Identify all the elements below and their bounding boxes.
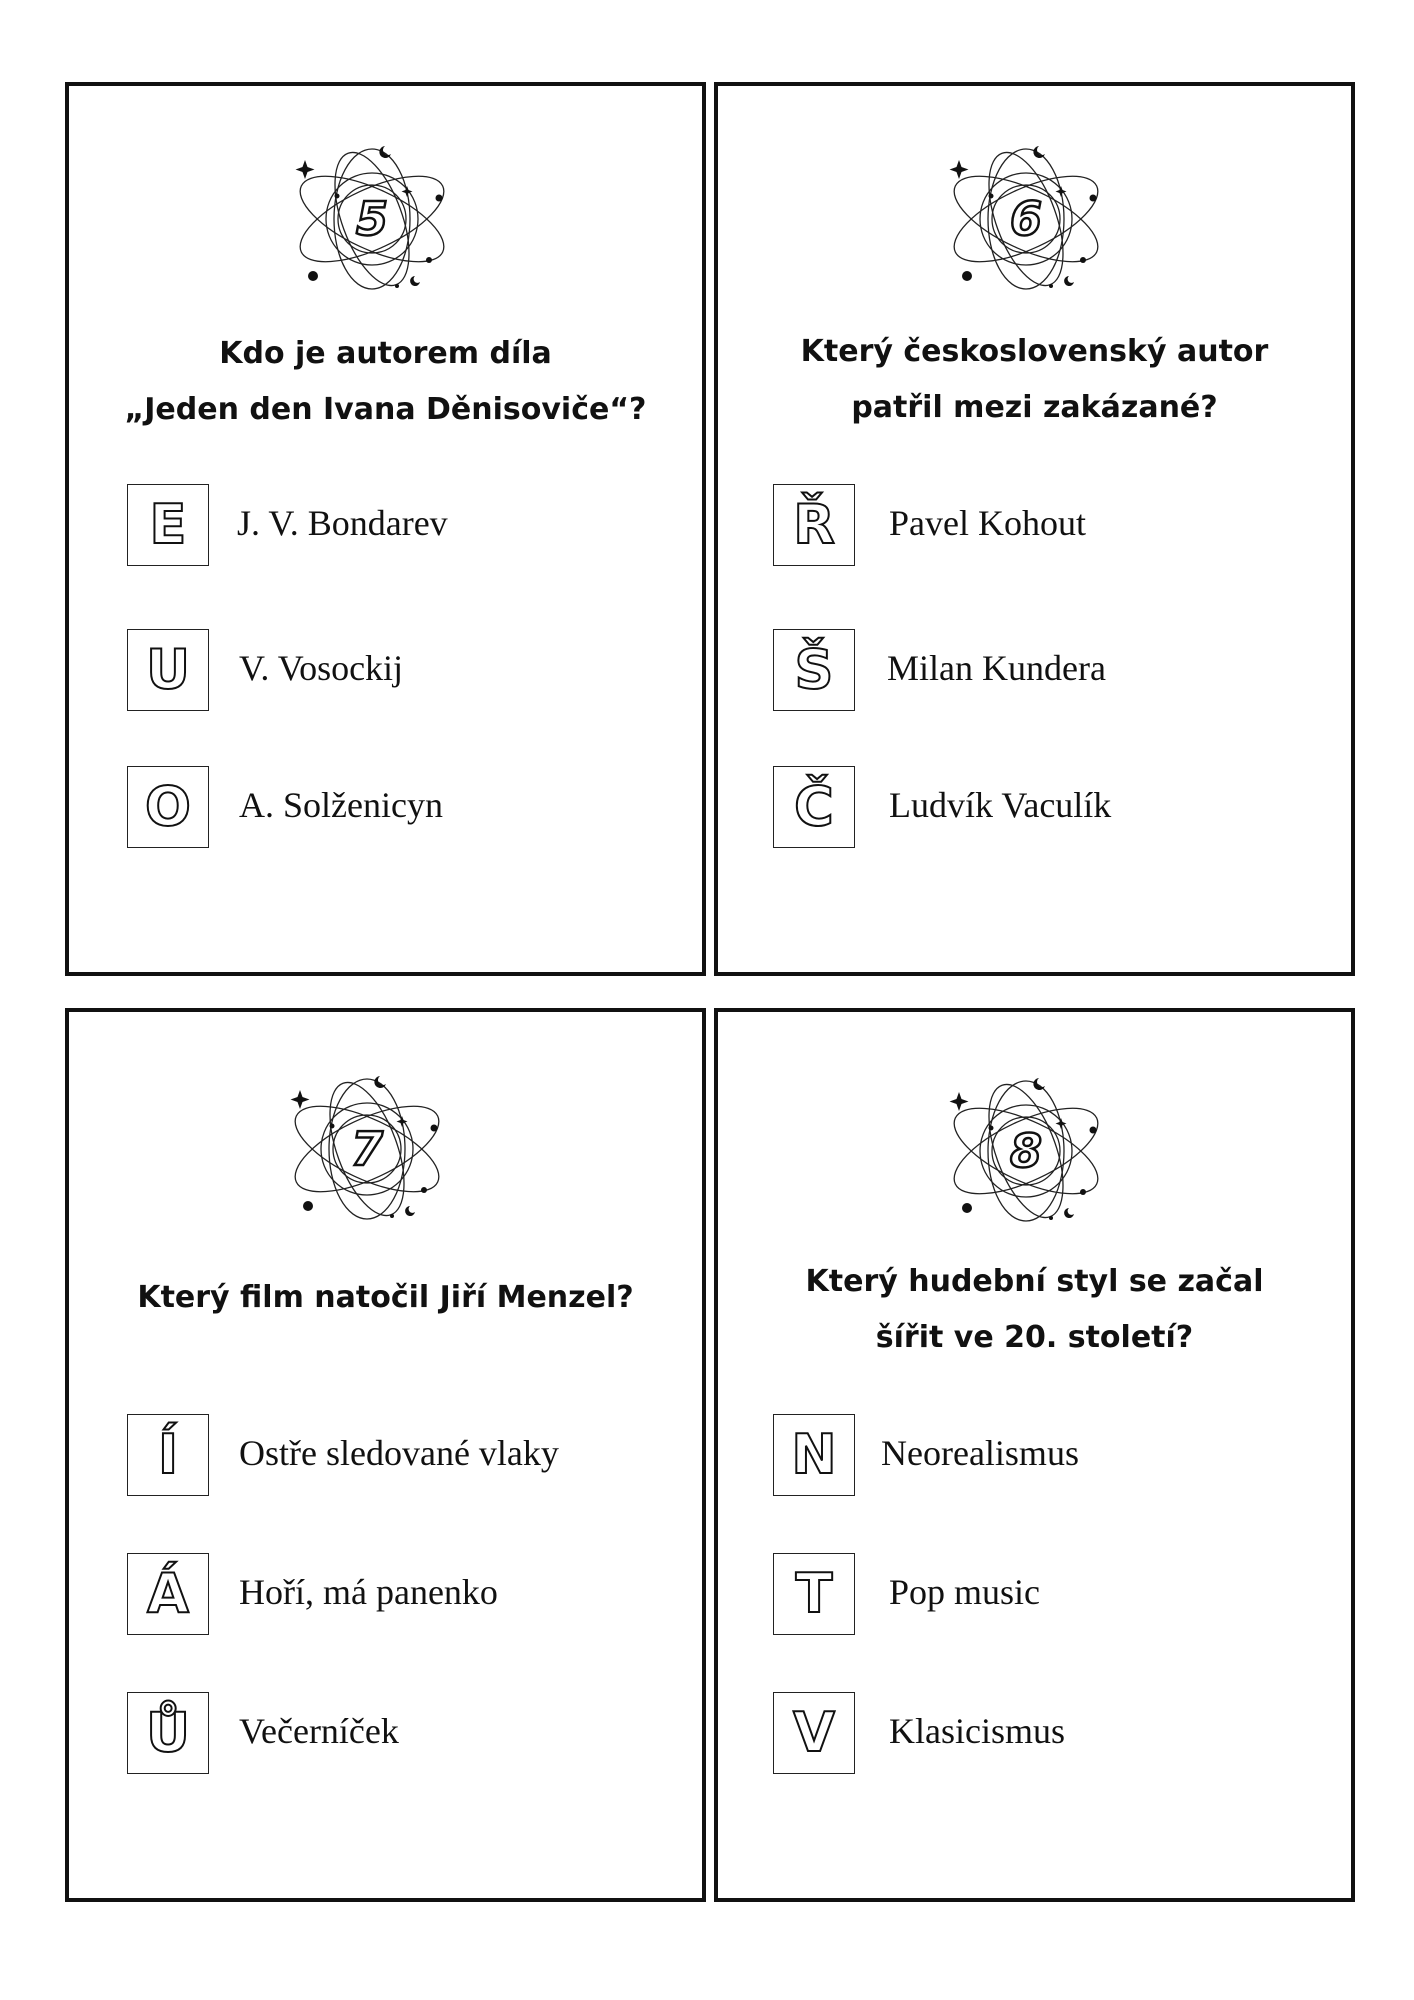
answer-text: V. Vosockij — [239, 648, 404, 688]
answer-letter-box: Š — [773, 629, 855, 711]
answer-text: Neorealismus — [881, 1433, 1079, 1473]
answer-option[interactable] — [773, 1414, 1313, 1500]
answer-option[interactable] — [127, 766, 667, 852]
answer-text: Pop music — [889, 1572, 1041, 1612]
card-number: 5 — [355, 192, 388, 246]
answer-letter-box: T — [773, 1553, 855, 1635]
question-text: Kdo je autorem díla „Jeden den Ivana Děnisoviče“? — [124, 336, 647, 427]
answer-letter-box: U — [127, 629, 209, 711]
answer-text: Večerníček — [239, 1711, 399, 1751]
answer-letter-box: Ů — [127, 1692, 209, 1774]
answer-option[interactable] — [127, 484, 667, 570]
question-text: Který hudební styl se začal šířit ve 20. století? — [805, 1264, 1264, 1355]
question-text: Který československý autor patřil mezi zakázané? — [800, 334, 1269, 425]
answer-text: Pavel Kohout — [889, 503, 1086, 543]
answer-text: Klasicismus — [889, 1711, 1065, 1751]
quiz-card-7 — [65, 1008, 706, 1902]
atom-orbit-icon — [941, 1076, 1111, 1226]
card-number: 6 — [1009, 192, 1042, 246]
answer-option[interactable] — [773, 484, 1313, 570]
answer-text: A. Solženicyn — [239, 785, 443, 825]
atom-orbit-icon — [282, 1074, 452, 1224]
answer-text: Ludvík Vaculík — [889, 785, 1112, 825]
answer-option[interactable] — [773, 1692, 1313, 1778]
answer-letter-box: Ř — [773, 484, 855, 566]
question-text: Který film natočil Jiří Menzel? — [137, 1280, 634, 1315]
answer-letter-box: Á — [127, 1553, 209, 1635]
answer-letter-box: Í — [127, 1414, 209, 1496]
answer-text: Hoří, má panenko — [239, 1572, 498, 1612]
card-number: 7 — [350, 1122, 383, 1176]
answer-option[interactable] — [773, 629, 1313, 715]
answer-text: J. V. Bondarev — [237, 503, 448, 543]
answer-letter-box: Č — [773, 766, 855, 848]
quiz-card-5 — [65, 82, 706, 976]
answer-option[interactable] — [127, 1553, 667, 1639]
quiz-card-6 — [714, 82, 1355, 976]
answer-letter-box: V — [773, 1692, 855, 1774]
answer-letter-box: N — [773, 1414, 855, 1496]
answer-option[interactable] — [773, 1553, 1313, 1639]
quiz-card-8 — [714, 1008, 1355, 1902]
answer-letter-box: O — [127, 766, 209, 848]
card-number: 8 — [1009, 1124, 1042, 1178]
answer-text: Ostře sledované vlaky — [239, 1433, 559, 1473]
answer-letter-box: E — [127, 484, 209, 566]
answer-option[interactable] — [127, 1414, 667, 1500]
answer-option[interactable] — [127, 1692, 667, 1778]
answer-text: Milan Kundera — [887, 648, 1106, 688]
atom-orbit-icon — [941, 144, 1111, 294]
atom-orbit-icon — [287, 144, 457, 294]
answer-option[interactable] — [127, 629, 667, 715]
answer-option[interactable] — [773, 766, 1313, 852]
